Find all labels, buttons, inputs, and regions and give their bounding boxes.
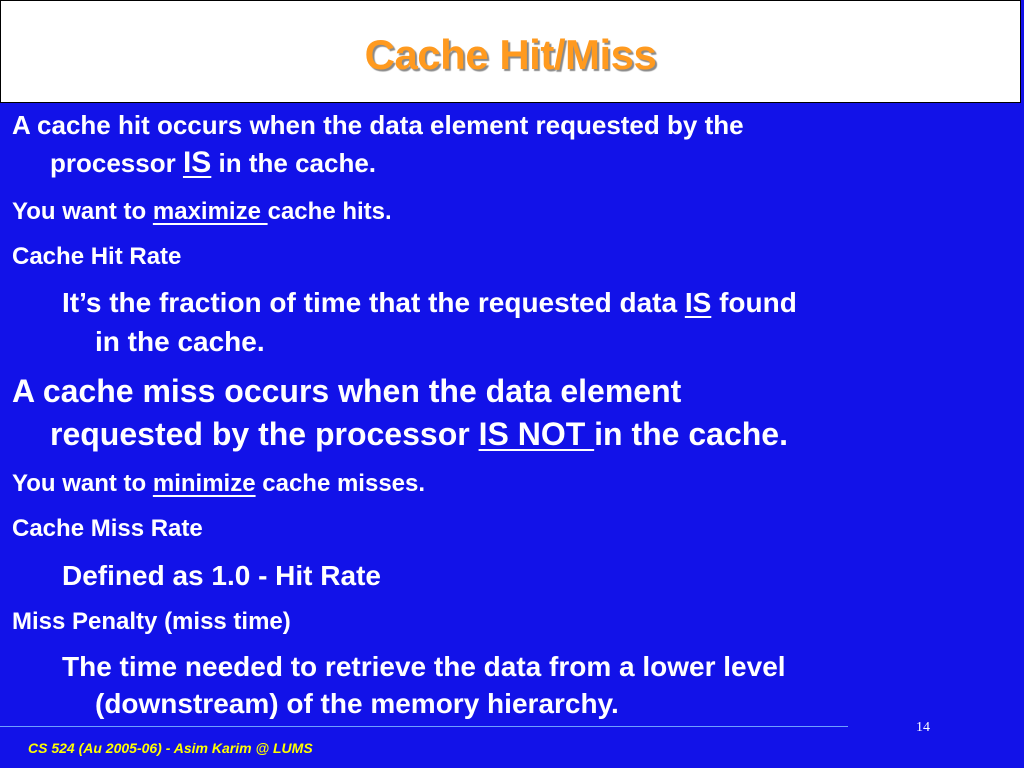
bullet-minimize: You want to minimize cache misses. [12, 470, 426, 497]
page-number: 14 [916, 720, 930, 735]
bullet-cache-miss-line1: A cache miss occurs when the data element [12, 373, 682, 409]
bullet-cache-miss-rate: Cache Miss Rate [12, 515, 203, 542]
emphasis-is-not: IS NOT [478, 416, 595, 452]
title-box [0, 0, 1021, 103]
bullet-cache-hit-rate: Cache Hit Rate [12, 243, 182, 270]
slide-title: Cache Hit/Miss [364, 31, 657, 78]
subbullet-hit-fraction-line2: in the cache. [95, 326, 265, 357]
subbullet-miss-penalty-line2: (downstream) of the memory hierarchy. [95, 688, 619, 719]
bullet-cache-hit-line1: A cache hit occurs when the data element requested by the [12, 110, 744, 140]
footer-divider [0, 726, 848, 727]
emphasis-is: IS [684, 287, 712, 318]
subbullet-miss-rate-definition: Defined as 1.0 - Hit Rate [62, 560, 381, 591]
emphasis-minimize: minimize [152, 470, 256, 497]
emphasis-is: IS [182, 146, 212, 179]
subbullet-miss-penalty-line1: The time needed to retrieve the data from a lower level [62, 651, 786, 682]
footer-course-credit: CS 524 (Au 2005-06) - Asim Karim @ LUMS [28, 740, 313, 756]
subbullet-hit-fraction-line1: It’s the fraction of time that the requested data IS found [62, 287, 797, 318]
bullet-miss-penalty: Miss Penalty (miss time) [12, 608, 291, 635]
emphasis-maximize: maximize [152, 198, 268, 225]
bullet-cache-miss-line2: requested by the processor IS NOT in the cache. [50, 416, 788, 452]
bullet-cache-hit-line2: processor IS in the cache. [50, 146, 377, 179]
bullet-maximize: You want to maximize cache hits. [12, 198, 392, 225]
